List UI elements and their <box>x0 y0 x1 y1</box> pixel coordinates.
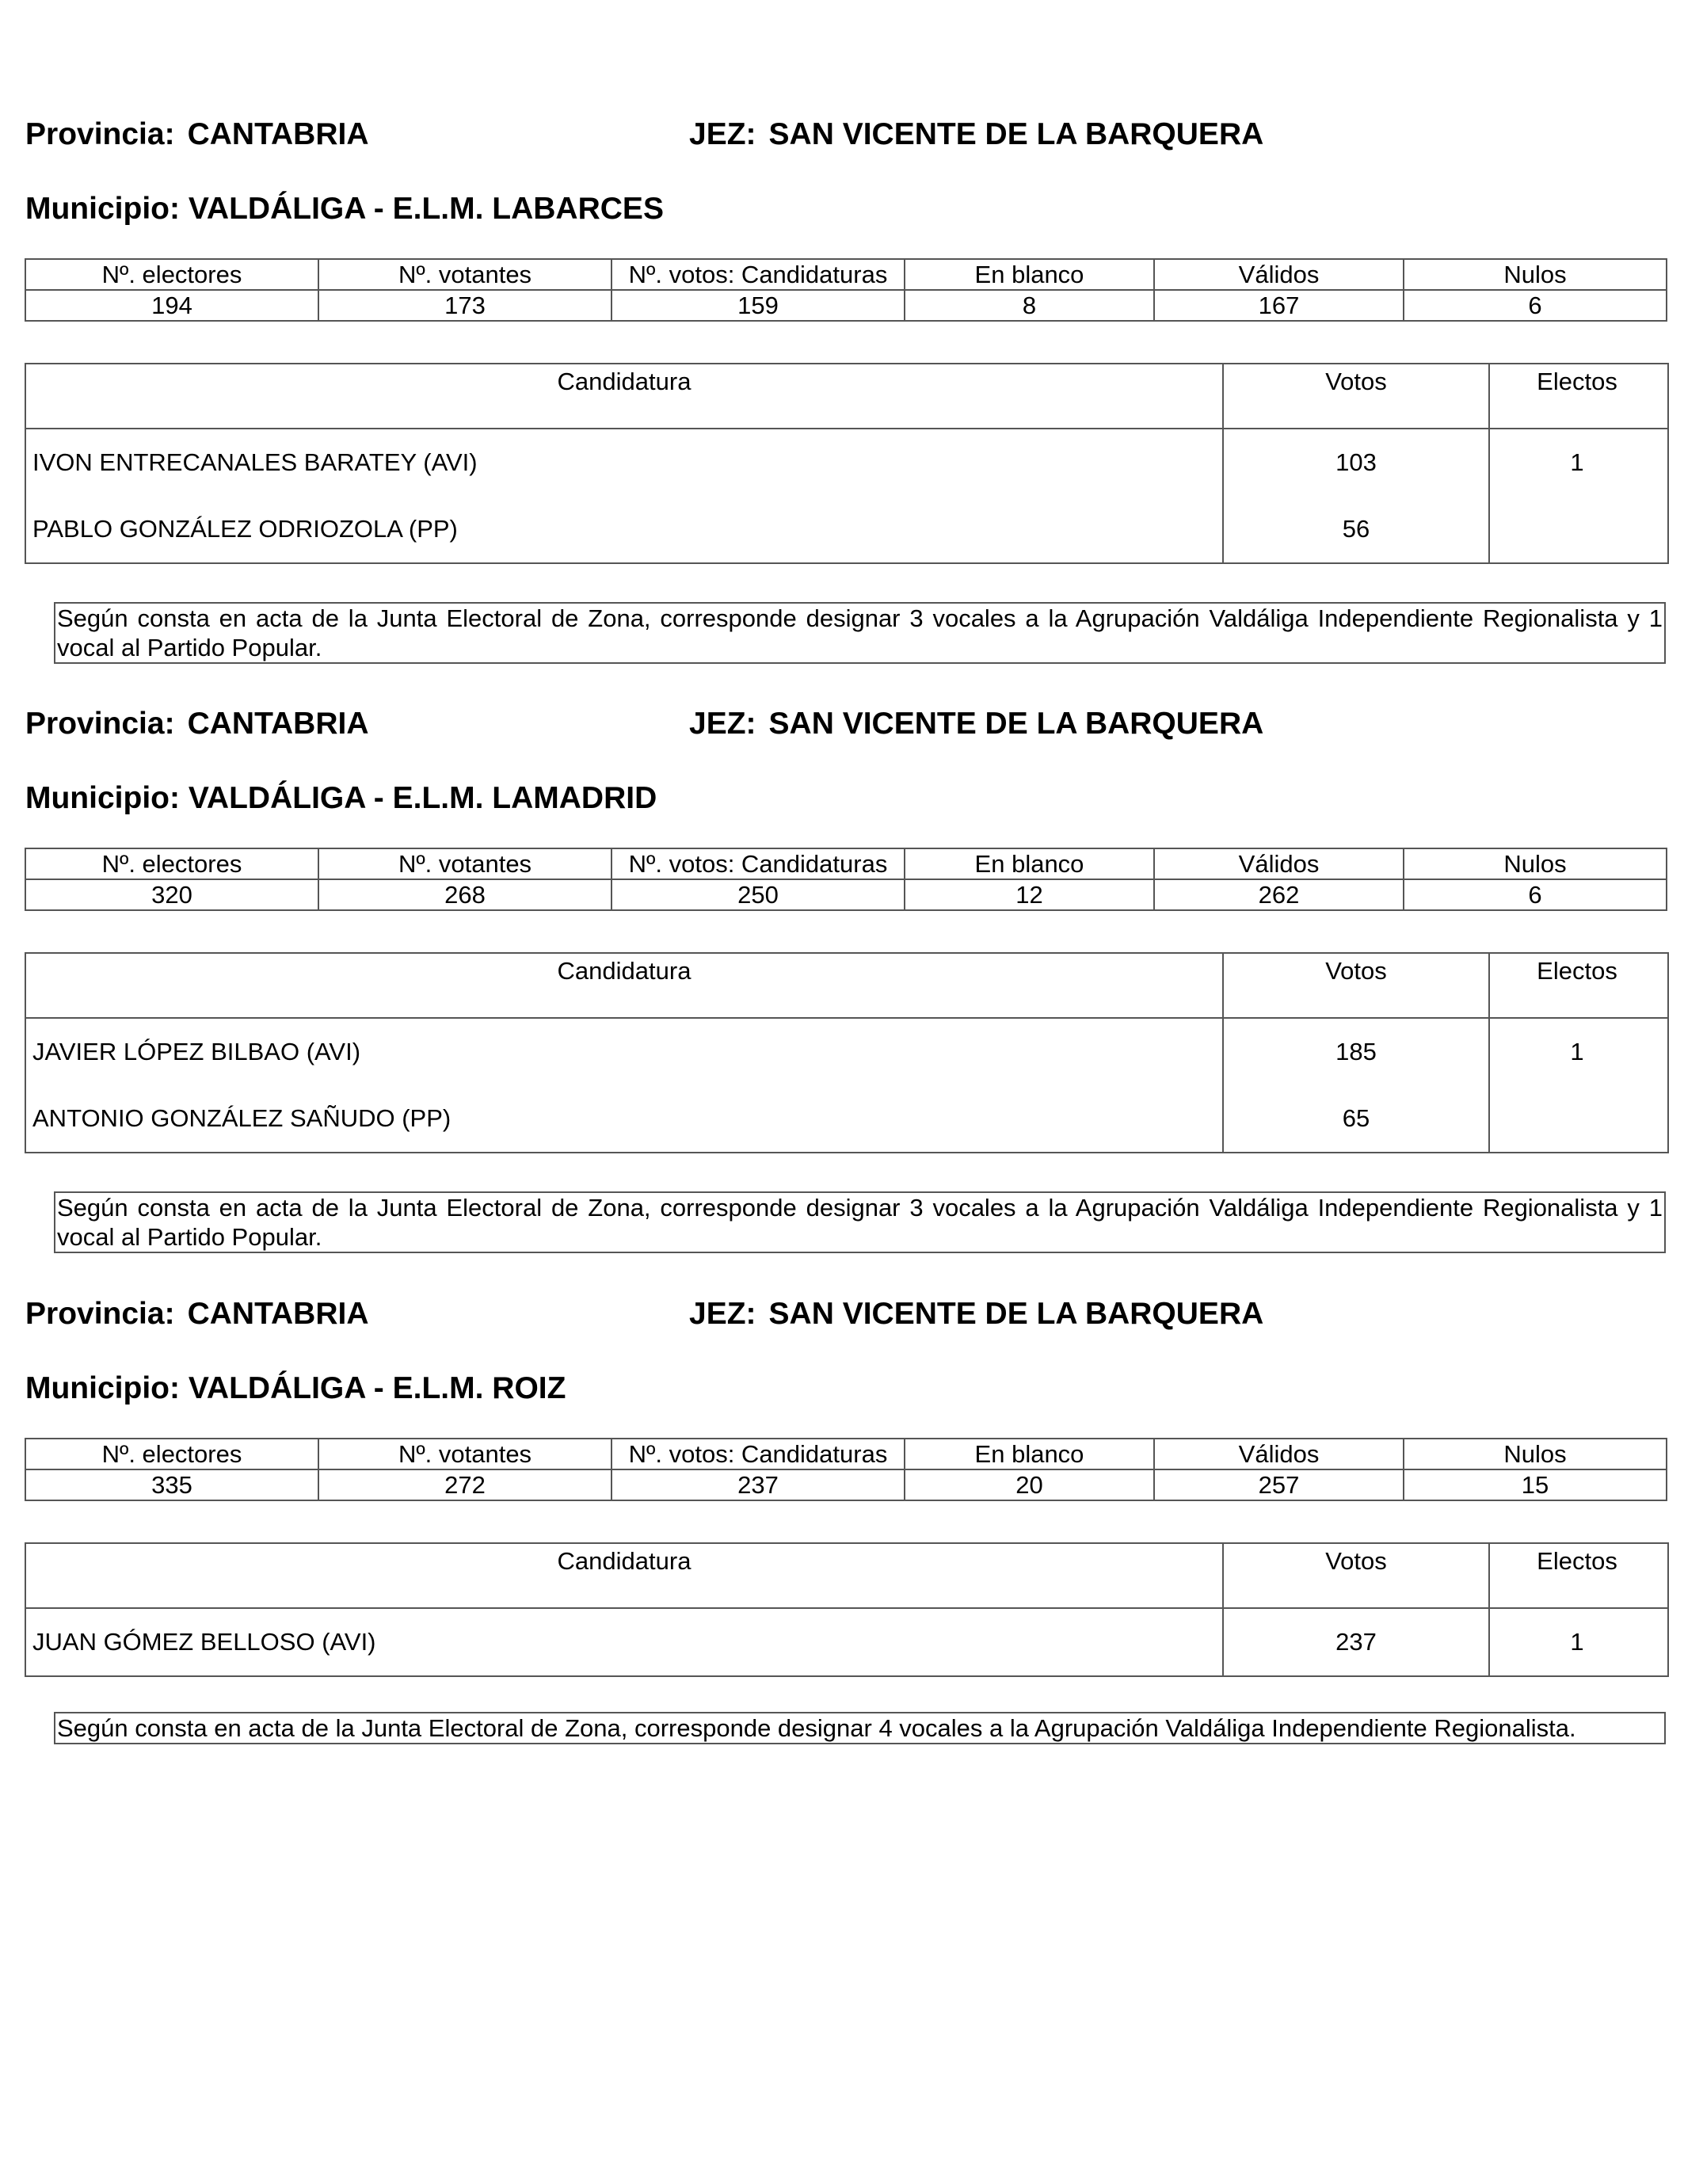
candidatura-header-row <box>26 954 1667 1019</box>
municipio-line <box>25 193 664 224</box>
jez-value: SAN VICENTE DE LA BARQUERA <box>768 707 1264 741</box>
note-box: Según consta en acta de la Junta Electoral de Zona, corresponde designar 3 vocales a la Agrupación Valdáliga Independiente Regionalista y 1 vocal al Partido Popular. <box>54 602 1666 664</box>
summary-value-cell: 335 <box>25 1469 318 1500</box>
summary-header-cell: Nº. votos: Candidaturas <box>611 259 905 290</box>
votos-header: Votos <box>1222 364 1488 428</box>
candidate-row <box>26 496 1667 562</box>
summary-value-cell: 250 <box>611 879 905 910</box>
provincia-line <box>25 119 369 150</box>
candidate-row <box>26 429 1667 496</box>
summary-header-cell: Nº. votantes <box>318 848 611 879</box>
results-section-labarces <box>0 0 1684 661</box>
candidate-name: JUAN GÓMEZ BELLOSO (AVI) <box>32 1628 376 1656</box>
provincia-label: Provincia: <box>25 1297 175 1331</box>
candidatura-table <box>25 952 1669 1153</box>
jez-line <box>689 1298 1263 1329</box>
municipio-value: VALDÁLIGA - E.L.M. LABARCES <box>188 192 664 226</box>
jez-value: SAN VICENTE DE LA BARQUERA <box>768 1297 1264 1331</box>
summary-value-cell: 173 <box>318 290 611 321</box>
summary-table <box>25 258 1667 322</box>
summary-header-cell: Nº. electores <box>25 848 318 879</box>
summary-value-cell: 194 <box>25 290 318 321</box>
summary-header-cell: Nº. votantes <box>318 1439 611 1469</box>
summary-header-cell: Nº. votos: Candidaturas <box>611 1439 905 1469</box>
summary-table <box>25 1438 1667 1501</box>
jez-value: SAN VICENTE DE LA BARQUERA <box>768 117 1264 151</box>
votos-header: Votos <box>1222 1544 1488 1607</box>
candidate-electos: 1 <box>1488 1609 1664 1675</box>
candidate-votos: 237 <box>1222 1609 1488 1675</box>
candidate-votos: 103 <box>1222 429 1488 496</box>
summary-value-cell: 159 <box>611 290 905 321</box>
candidate-name: JAVIER LÓPEZ BILBAO (AVI) <box>32 1038 361 1065</box>
provincia-line <box>25 708 369 739</box>
note-box: Según consta en acta de la Junta Electoral de Zona, corresponde designar 3 vocales a la Agrupación Valdáliga Independiente Regionalista y 1 vocal al Partido Popular. <box>54 1191 1666 1253</box>
summary-value-cell: 268 <box>318 879 611 910</box>
municipio-value: VALDÁLIGA - E.L.M. LAMADRID <box>188 781 657 815</box>
candidate-votos: 65 <box>1222 1085 1488 1152</box>
summary-header-cell: En blanco <box>905 259 1154 290</box>
municipio-label: Municipio: <box>25 192 180 226</box>
summary-value-row <box>25 290 1667 321</box>
summary-value-cell: 6 <box>1404 290 1667 321</box>
summary-header-cell: Nº. electores <box>25 259 318 290</box>
summary-header-cell: Nulos <box>1404 259 1667 290</box>
municipio-value: VALDÁLIGA - E.L.M. ROIZ <box>188 1371 566 1405</box>
municipio-line <box>25 1373 566 1404</box>
provincia-label: Provincia: <box>25 707 175 741</box>
summary-value-cell: 12 <box>905 879 1154 910</box>
summary-value-cell: 262 <box>1154 879 1404 910</box>
candidatura-header: Candidatura <box>557 1547 692 1575</box>
municipio-line <box>25 783 657 814</box>
jez-label: JEZ: <box>689 707 756 741</box>
votos-header: Votos <box>1222 954 1488 1017</box>
summary-header-cell: Nulos <box>1404 1439 1667 1469</box>
candidatura-table <box>25 363 1669 564</box>
candidate-electos: 1 <box>1488 1019 1664 1085</box>
summary-header-row <box>25 848 1667 879</box>
summary-value-cell: 6 <box>1404 879 1667 910</box>
summary-header-cell: En blanco <box>905 848 1154 879</box>
results-section-lamadrid <box>0 589 1684 1251</box>
summary-value-cell: 167 <box>1154 290 1404 321</box>
candidate-row <box>26 1085 1667 1152</box>
candidate-electos: 1 <box>1488 429 1664 496</box>
provincia-value: CANTABRIA <box>187 117 369 151</box>
candidate-electos <box>1488 1085 1664 1152</box>
electos-header: Electos <box>1488 364 1664 428</box>
summary-value-cell: 320 <box>25 879 318 910</box>
summary-header-cell: En blanco <box>905 1439 1154 1469</box>
summary-header-cell: Válidos <box>1154 1439 1404 1469</box>
summary-value-cell: 272 <box>318 1469 611 1500</box>
provincia-line <box>25 1298 369 1329</box>
jez-label: JEZ: <box>689 1297 756 1331</box>
candidate-name: IVON ENTRECANALES BARATEY (AVI) <box>32 448 478 476</box>
candidatura-table <box>25 1542 1669 1677</box>
summary-header-cell: Nº. electores <box>25 1439 318 1469</box>
summary-value-cell: 15 <box>1404 1469 1667 1500</box>
jez-line <box>689 708 1263 739</box>
summary-value-cell: 237 <box>611 1469 905 1500</box>
summary-header-cell: Válidos <box>1154 259 1404 290</box>
candidatura-header: Candidatura <box>557 368 692 395</box>
jez-line <box>689 119 1263 150</box>
municipio-label: Municipio: <box>25 1371 180 1405</box>
provincia-value: CANTABRIA <box>187 707 369 741</box>
candidate-votos: 185 <box>1222 1019 1488 1085</box>
electos-header: Electos <box>1488 954 1664 1017</box>
candidate-votos: 56 <box>1222 496 1488 562</box>
summary-header-row <box>25 259 1667 290</box>
provincia-label: Provincia: <box>25 117 175 151</box>
candidatura-header-row <box>26 364 1667 429</box>
candidatura-header: Candidatura <box>557 957 692 985</box>
summary-header-cell: Nulos <box>1404 848 1667 879</box>
jez-label: JEZ: <box>689 117 756 151</box>
note-box: Según consta en acta de la Junta Electoral de Zona, corresponde designar 4 vocales a la Agrupación Valdáliga Independiente Regionalista. <box>54 1712 1666 1744</box>
summary-value-cell: 20 <box>905 1469 1154 1500</box>
summary-value-cell: 8 <box>905 290 1154 321</box>
candidate-name: PABLO GONZÁLEZ ODRIOZOLA (PP) <box>32 515 458 543</box>
provincia-value: CANTABRIA <box>187 1297 369 1331</box>
results-section-roiz <box>0 1180 1684 1769</box>
candidate-name: ANTONIO GONZÁLEZ SAÑUDO (PP) <box>32 1104 451 1132</box>
summary-value-row <box>25 1469 1667 1500</box>
summary-table <box>25 848 1667 911</box>
electos-header: Electos <box>1488 1544 1664 1607</box>
summary-header-cell: Nº. votos: Candidaturas <box>611 848 905 879</box>
summary-header-row <box>25 1439 1667 1469</box>
municipio-label: Municipio: <box>25 781 180 815</box>
candidate-row <box>26 1609 1667 1675</box>
candidate-electos <box>1488 496 1664 562</box>
summary-value-row <box>25 879 1667 910</box>
summary-header-cell: Válidos <box>1154 848 1404 879</box>
summary-header-cell: Nº. votantes <box>318 259 611 290</box>
candidate-row <box>26 1019 1667 1085</box>
candidatura-header-row <box>26 1544 1667 1609</box>
summary-value-cell: 257 <box>1154 1469 1404 1500</box>
